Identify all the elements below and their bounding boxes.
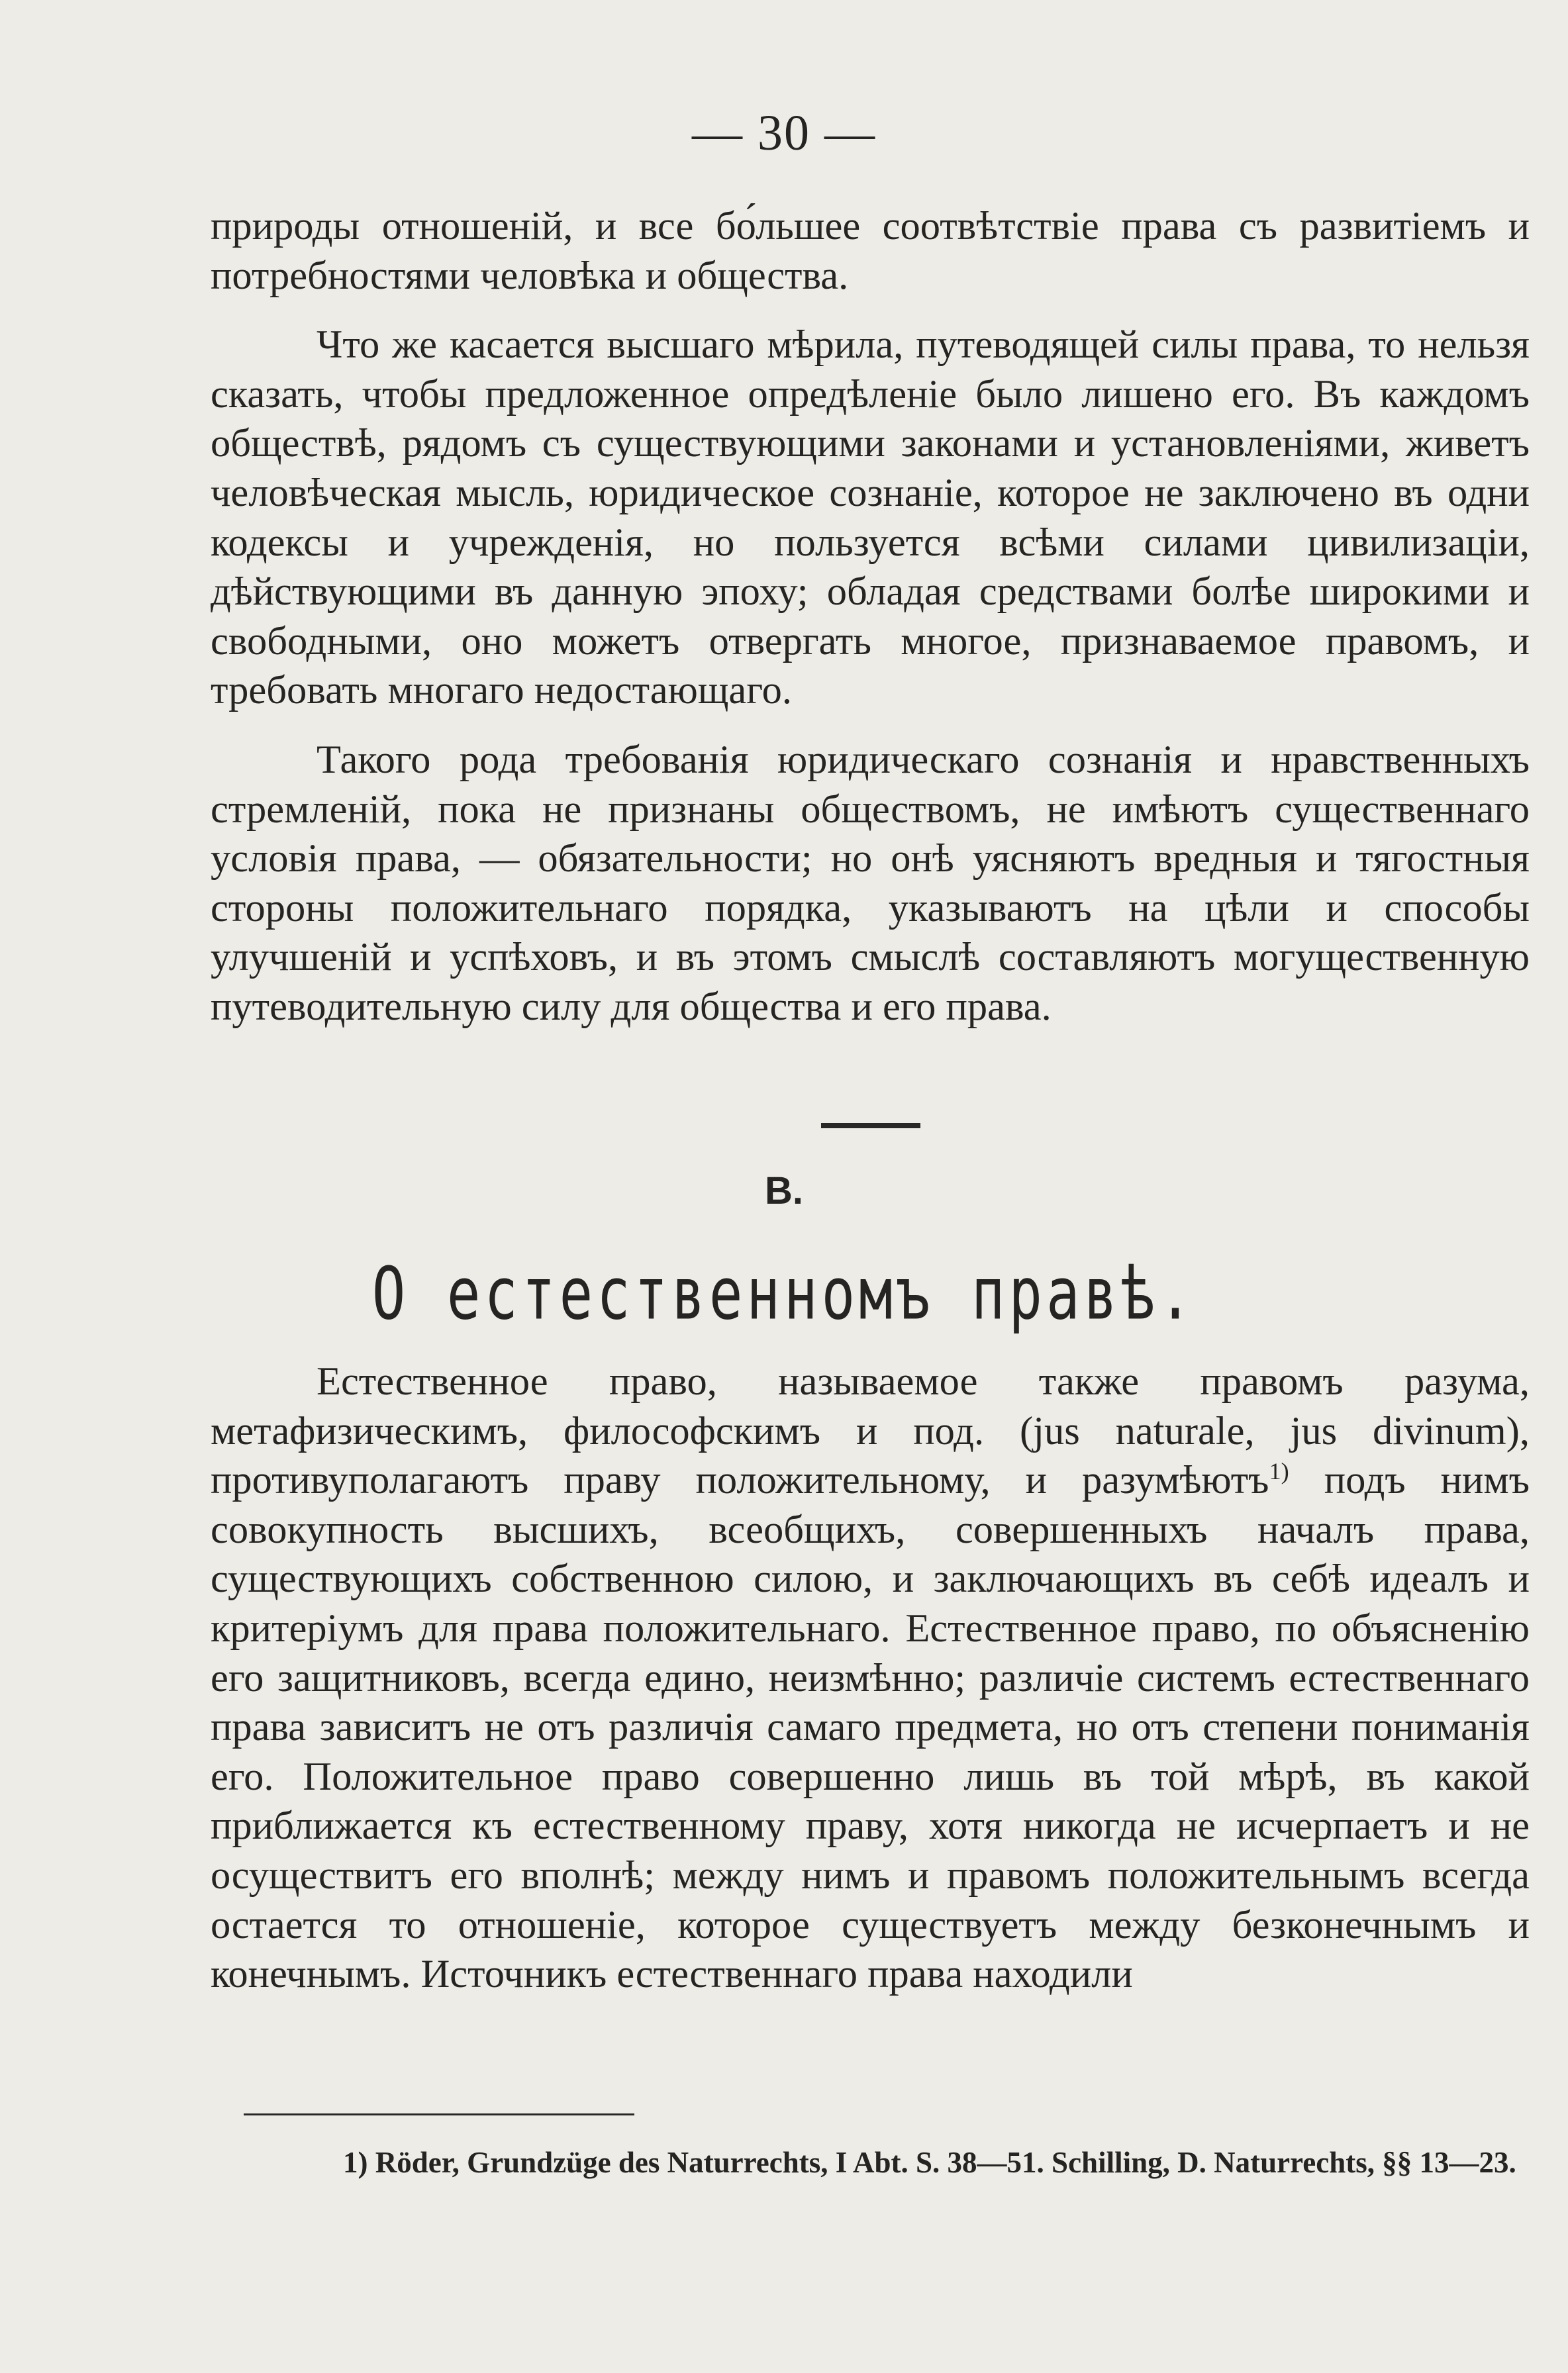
footnote-marker: 1): [1269, 1458, 1289, 1485]
paragraph: Такого рода требованія юридическаго сознанія и нравственныхъ стремленій, пока не признаны обществомъ, не имѣютъ существеннаго условія права, — обязательности; но онѣ уясняютъ вредныя и тягостныя стороны положительнаго порядка, указываютъ на цѣли и способы улучшеній и успѣховъ, и въ этомъ смыслѣ составляютъ могущественную путеводительную силу для общества и его права.: [211, 737, 1530, 1029]
section-divider: [821, 1123, 920, 1128]
footnote-text: 1) Röder, Grundzüge des Naturrechts, I Abt. S. 38—51. Schilling, D. Naturrechts, §§ 13—23.: [343, 2146, 1516, 2179]
footnote-divider: [244, 2113, 634, 2115]
text-block-bottom: [211, 1357, 1530, 2000]
paragraph: [211, 1357, 1530, 2000]
text-block-top: [211, 202, 1530, 1032]
paragraph-continuation: природы отношеній, и все бо́льшее соотвѣтствіе права съ развитіемъ и потребностями человѣка и общества.: [211, 204, 1530, 298]
section-title: О естественномъ правѣ.: [371, 1251, 1197, 1336]
paragraph-text: подъ нимъ совокупность высшихъ, всеобщихъ, совершенныхъ началъ права, существующихъ собственною силою, и заключающихъ въ себѣ идеалъ и критеріумъ для права положительнаго. Естественное право, по объясненію его защитниковъ, всегда едино, неизмѣнно; различіе системъ естественнаго права зависитъ не отъ различія самаго предмета, но отъ степени пониманія его. Положительное право совершенно лишь въ той мѣрѣ, въ какой приближается къ естественному праву, хотя никогда не исчерпаетъ и не осуществитъ его вполнѣ; между нимъ и правомъ положительнымъ всегда остается то отношеніе, которое существуетъ между безконечнымъ и конечнымъ. Источникъ естественнаго права находили: [211, 1458, 1530, 1997]
section-letter: B.: [765, 1169, 803, 1212]
page-number: — 30 —: [692, 105, 876, 161]
footnote: [211, 2139, 1530, 2186]
paragraph-text: Естественное право, называемое также правомъ разума, метафизическимъ, философскимъ и под. (jus naturale, jus divinum), противуполагаютъ праву положительному, и разумѣютъ: [211, 1359, 1530, 1503]
paragraph: Что же касается высшаго мѣрила, путеводящей силы права, то нельзя сказать, чтобы предложенное опредѣленіе было лишено его. Въ каждомъ обществѣ, рядомъ съ существующими законами и установленіями, живетъ человѣческая мысль, юридическое сознаніе, которое не заключено въ одни кодексы и учрежденія, но пользуется всѣми силами цивилизаціи, дѣйствующими въ данную эпоху; обладая средствами болѣе широкими и свободными, оно можетъ отвергать многое, признаваемое правомъ, и требовать многаго недостающаго.: [211, 322, 1530, 713]
